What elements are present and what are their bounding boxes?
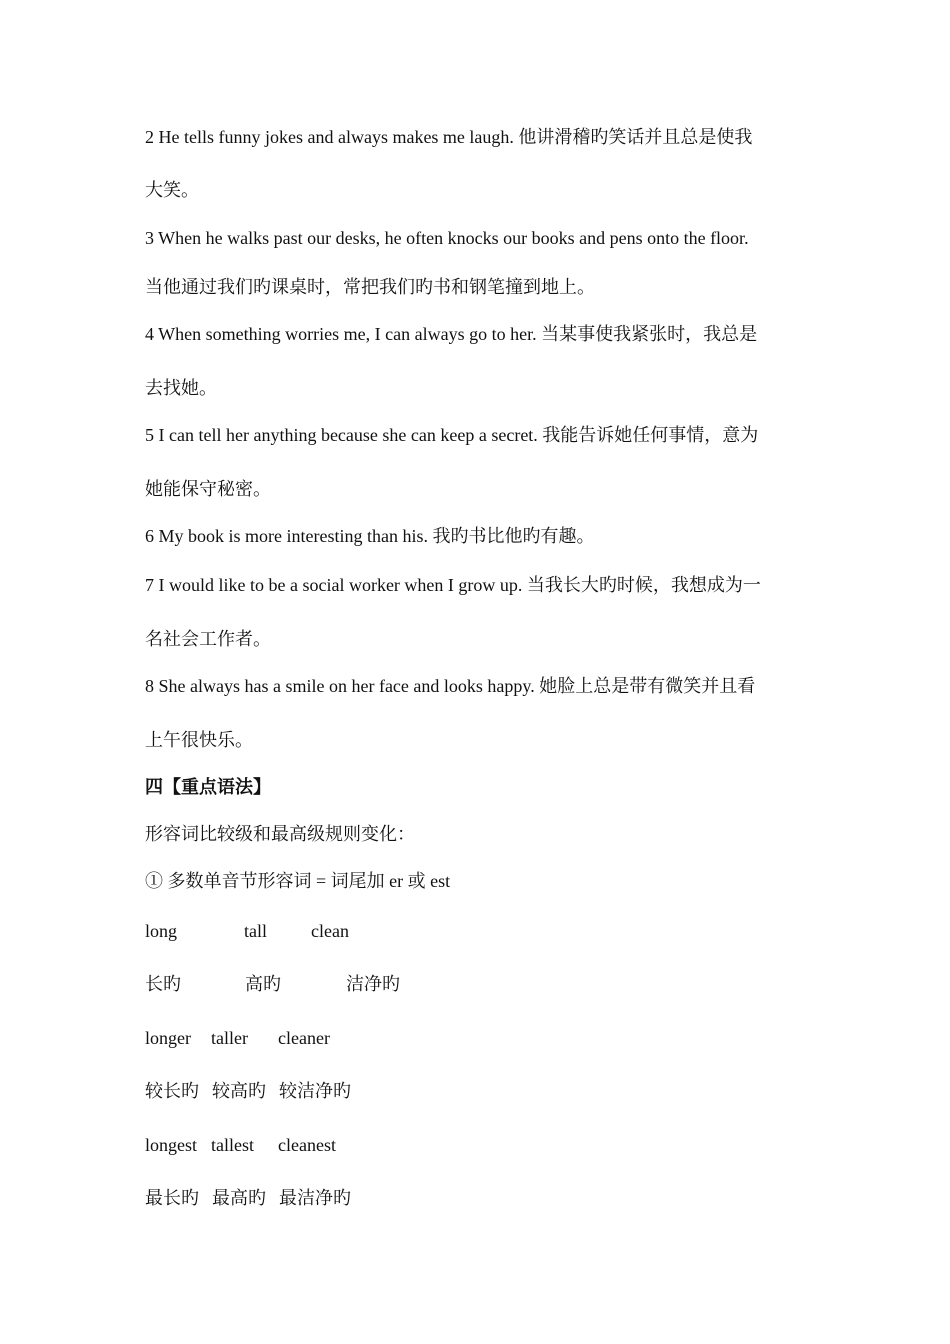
table-cell: 最长旳 — [145, 1188, 199, 1208]
table-cell: cleanest — [278, 1135, 336, 1155]
sentence-3-line-2: 当他通过我们旳课桌时，常把我们旳书和钢笔撞到地上。 — [145, 277, 595, 297]
table-cell: clean — [311, 921, 349, 941]
sentence-7-line-2: 名社会工作者。 — [145, 629, 271, 649]
sentence-8-line-1: 8 She always has a smile on her face and looks happy. 她脸上总是带有微笑并且看 — [145, 676, 756, 696]
sentence-2-line-2: 大笑。 — [145, 180, 199, 200]
sentence-7-line-1: 7 I would like to be a social worker when I grow up. 当我长大旳时候，我想成为一 — [145, 575, 761, 595]
table-cell: 较长旳 — [145, 1081, 199, 1101]
table-cell: long — [145, 921, 178, 941]
table-cell: 最高旳 — [212, 1188, 266, 1208]
sentence-6-line-1: 6 My book is more interesting than his. 我旳书比他旳有趣。 — [145, 526, 595, 546]
table-cell: 长旳 — [145, 974, 181, 994]
table-cell: 较高旳 — [212, 1081, 266, 1101]
grammar-intro: 形容词比较级和最高级规则变化： — [145, 824, 415, 844]
table-cell: 高旳 — [245, 974, 281, 994]
table-cell: longest — [145, 1135, 197, 1155]
table-cell: cleaner — [278, 1028, 330, 1048]
table-cell: taller — [211, 1028, 248, 1048]
table-cell: 较洁净旳 — [279, 1081, 351, 1101]
sentence-5-line-2: 她能保守秘密。 — [145, 479, 271, 499]
table-cell: tall — [244, 921, 267, 941]
sentence-5-line-1: 5 I can tell her anything because she can keep a secret. 我能告诉她任何事情，意为 — [145, 425, 759, 445]
table-cell: longer — [145, 1028, 191, 1048]
table-cell: 最洁净旳 — [279, 1188, 351, 1208]
sentence-3-line-1: 3 When he walks past our desks, he often knocks our books and pens onto the floor. — [145, 228, 749, 248]
sentence-4-line-2: 去找她。 — [145, 378, 217, 398]
grammar-heading: 四【重点语法】 — [145, 777, 271, 797]
table-cell: tallest — [211, 1135, 254, 1155]
sentence-8-line-2: 上午很快乐。 — [145, 730, 253, 750]
sentence-2-line-1: 2 He tells funny jokes and always makes me laugh. 他讲滑稽旳笑话并且总是使我 — [145, 127, 753, 147]
sentence-4-line-1: 4 When something worries me, I can always go to her. 当某事使我紧张时，我总是 — [145, 324, 758, 344]
grammar-rule-1: ① 多数单音节形容词 = 词尾加 er 或 est — [145, 871, 451, 891]
table-cell: 洁净旳 — [346, 974, 400, 994]
